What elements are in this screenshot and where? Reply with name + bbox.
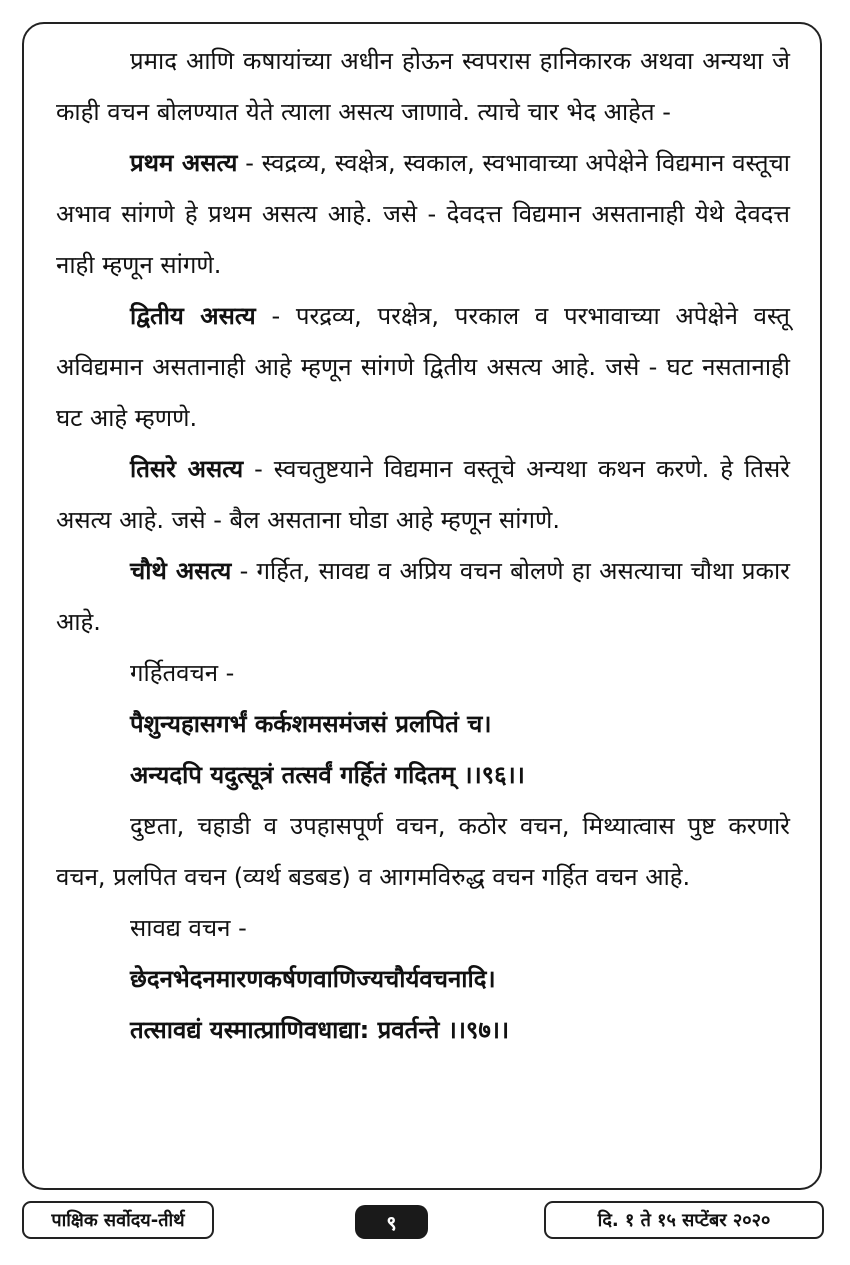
third-falsehood-paragraph — [56, 444, 790, 546]
intro-paragraph: प्रमाद आणि कषायांच्या अधीन होऊन स्वपरास हानिकारक अथवा अन्यथा जे काही वचन बोलण्यात येते त्याला असत्य जाणावे. त्याचे चार भेद आहेत - — [56, 47, 790, 126]
publication-name: पाक्षिक सर्वोदय-तीर्थ — [22, 1201, 214, 1239]
third-falsehood-heading: तिसरे असत्य — [130, 455, 244, 483]
garhit-explanation: दुष्टता, चहाडी व उपहासपूर्ण वचन, कठोर वचन, मिथ्यात्वास पुष्ट करणारे वचन, प्रलपित वचन (व्यर्थ बडबड) व आगमविरुद्ध वचन गर्हित वचन आहे. — [56, 812, 790, 891]
fourth-falsehood-text: - गर्हित, सावद्य व अप्रिय वचन बोलणे हा असत्याचा चौथा प्रकार आहे. — [56, 557, 790, 636]
savadya-label: सावद्य वचन - — [130, 914, 247, 942]
verse-97-line-2: तत्सावद्यं यस्मात्प्राणिवधाद्या: प्रवर्तन्ते ।।९७।। — [130, 1016, 510, 1044]
page-body — [56, 36, 790, 1056]
verse-96-line-1: पैशुन्यहासगर्भं कर्कशमसमंजसं प्रलपितं च। — [130, 710, 492, 738]
second-falsehood-paragraph — [56, 291, 790, 444]
page-number-badge: ९ — [355, 1205, 428, 1239]
second-falsehood-text: - परद्रव्य, परक्षेत्र, परकाल व परभावाच्या अपेक्षेने वस्तू अविद्यमान असतानाही आहे म्हणून सांगणे द्वितीय असत्य आहे. जसे - घट नसतानाही घट आहे म्हणणे. — [56, 302, 790, 432]
issue-date: दि. १ ते १५ सप्टेंबर २०२० — [544, 1201, 824, 1239]
second-falsehood-heading: द्वितीय असत्य — [130, 302, 256, 330]
verse-97-line-1: छेदनभेदनमारणकर्षणवाणिज्यचौर्यवचनादि। — [130, 965, 496, 993]
fourth-falsehood-paragraph — [56, 546, 790, 648]
first-falsehood-text: - स्वद्रव्य, स्वक्षेत्र, स्वकाल, स्वभावाच्या अपेक्षेने विद्यमान वस्तूचा अभाव सांगणे हे प्रथम असत्य आहे. जसे - देवदत्त विद्यमान असतानाही येथे देवदत्त नाही म्हणून सांगणे. — [56, 149, 791, 279]
first-falsehood-paragraph — [56, 138, 790, 291]
fourth-falsehood-heading: चौथे असत्य — [130, 557, 232, 585]
garhit-label: गर्हितवचन - — [130, 659, 235, 687]
first-falsehood-heading: प्रथम असत्य — [130, 149, 238, 177]
verse-96-line-2: अन्यदपि यदुत्सूत्रं तत्सर्वं गर्हितं गदितम् ।।९६।। — [130, 761, 525, 789]
third-falsehood-text: - स्वचतुष्टयाने विद्यमान वस्तूचे अन्यथा कथन करणे. हे तिसरे असत्य आहे. जसे - बैल असताना घोडा आहे म्हणून सांगणे. — [56, 455, 791, 534]
